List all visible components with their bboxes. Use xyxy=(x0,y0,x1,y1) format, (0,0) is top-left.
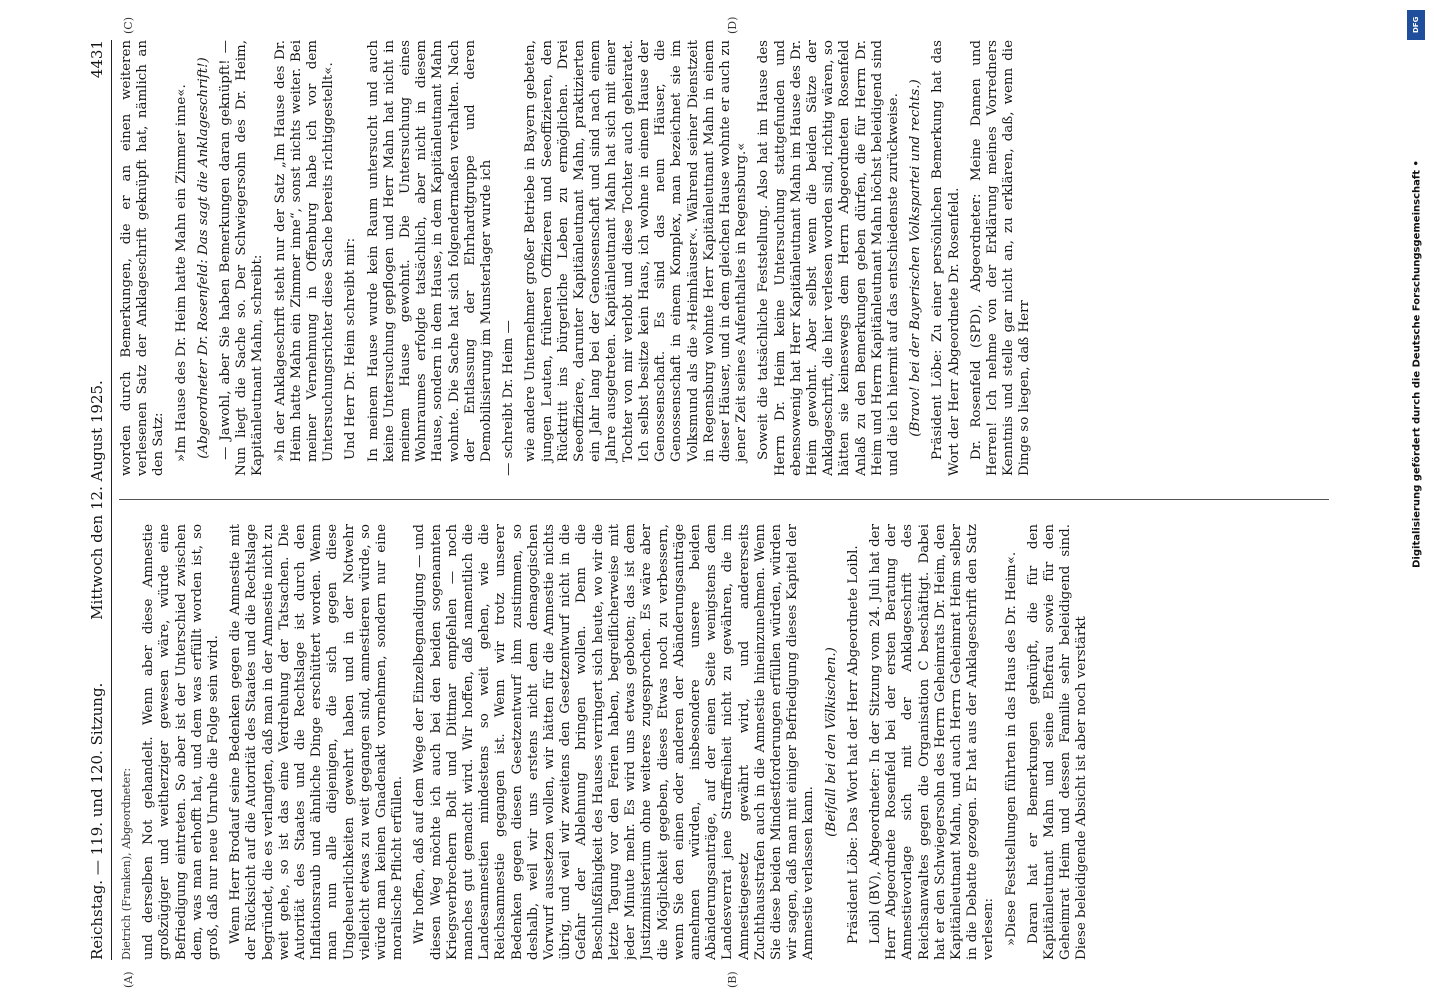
speaker-line: Dietrich (Franken), Abgeordneter: xyxy=(120,767,133,960)
interjection: (Abgeordneter Dr. Rosenfeld: Das sagt die Anklageschrift!) xyxy=(195,57,211,459)
margin-label-a: (A) xyxy=(122,971,135,988)
margin-label-d: (D) xyxy=(726,16,739,34)
margin-label-b: (B) xyxy=(726,971,739,988)
page-number: 4431 xyxy=(88,40,106,79)
paragraph: — schreibt Dr. Heim — xyxy=(501,320,517,476)
left-column xyxy=(119,524,1329,960)
quotation: wie andere Unternehmer großer Betriebe in Bayern gebeten, jungen Leuten, früheren Offizieren und Seeoffizieren, den Rücktritt ins bürgerliche Leben zu ermöglichen. Drei Seeoffiziere, darunter Kapitänleutnant Mahn, praktizierten ein Jahr lang bei der Genossenschaft und sind nach einem Jahre ausgetreten. Kapitänleutnant Mahn hat sich mit einer Tochter von mir verlobt und diese Tochter auch geheiratet. Ich selbst besitze kein Haus, ich wohne in einem Hause der Genossenschaft. Es sind das neun Häuser, die Genossenschaft in einem Komplex, man bezeichnet sie im Volksmund als die »Heimhäuser«. Während seiner Dienstzeit in Regensburg wohnte Herr Kapitänleutnant Mahn in einem dieser Häuser, und in dem gleichen Hause wohnte er auch zu jener Zeit seines Aufenthaltes in Regensburg.« xyxy=(523,40,750,462)
quotation: In meinem Hause wurde kein Raum untersucht und auch keine Untersuchung gepflogen und Herr Mahn hat nicht in meinem Hause gewohnt. Die Untersuchung eines Wohnraumes erfolgte tatsächlich, aber nicht in diesem Hause, sondern in dem Hause, in dem Kapitänleutnant Mahn wohnte. Die Sache hat sich folgendermaßen verhalten. Nach der Entlassung der Ehrhardtgruppe und deren Demobilisierung im Munsterlager wurde ich xyxy=(365,40,495,462)
margin-label-c: (C) xyxy=(122,17,135,34)
applause-note: (Bravo! bei der Bayerischen Volkspartei und rechts.) xyxy=(908,79,924,437)
paragraph: Wir hoffen, daß auf dem Wege der Einzelbegnadigung — und diesen Weg möchte ich auch bei den beiden sogenannten Kriegsverbrechern Bolt und Dittmar empfehlen — noch manches gut gemacht wird. Wir hoffen, daß namentlich die Landesamnestien mindestens so weit gehen, wie die Reichsamnestie gegangen ist. Wenn wir trotz unserer Bedenken gegen diesen Gesetzentwurf ihm zustimmen, so deshalb, weil wir uns erstens nicht dem demagogischen Vorwurf aussetzen wollen, wir hätten für die Amnestie nichts übrig, und weil wir zweitens den Gesetzentwurf nicht in die Gefahr der Ablehnung bringen wollen. Denn die Beschlußfähigkeit des Hauses verringert sich heute, wo wir die letzte Tagung vor den Ferien haben, begreiflicherweise mit jeder Minute mehr. Es wird uns etwas geboten; das ist dem Justizministerium ohne weiteres zugesprochen. Es wäre aber die Möglichkeit gegeben, dieses Etwas noch zu verbessern, wenn Sie den einen oder anderen der Abänderungsanträge annehmen würden, insbesondere unsere beiden Abänderungsanträge, auf der einen Seite wenigstens dem Landesverrat jene Straffreiheit nicht zu gewähren, die im Amnestiegesetz gewährt wird, und andererseits Zuchthausstrafen auch in die Amnestie hineinzunehmen. Wenn Sie diese beiden Mindestforderungen erfüllen würden, würden wir sagen, daß man mit einiger Befriedigung dieses Kapitel der Amnestie verlassen kann. xyxy=(412,524,817,960)
dfg-logo-icon: DFG xyxy=(1407,10,1425,40)
rotated-document-page xyxy=(85,16,1345,988)
digitization-credit xyxy=(1404,4,1430,724)
president-statement: Präsident Löbe: Das Wort hat der Herr Abgeordnete Loibl. xyxy=(845,545,861,944)
president-statement: Präsident Löbe: Zu einer persönlichen Bemerkung hat das Wort der Herr Abgeordnete Dr. Rosenfeld. xyxy=(930,40,962,476)
paragraph: Und Herr Dr. Heim schreibt mir: xyxy=(343,237,359,460)
paragraph: worden durch Bemerkungen, die er an einen weiteren verlesenen Satz der Anklageschrift geknüpft hat, nämlich an den Satz: xyxy=(119,40,167,476)
paragraph: und derselben Not gehandelt. Wenn aber diese Amnestie großzügiger und weitherziger gewesen wäre, würde eine Befriedigung eintreten. So aber ist der Unterschied zwischen dem, was man erhofft hat, und dem was erfüllt worden ist, so groß, daß nur neue Unruhe die Folge sein wird. xyxy=(141,524,222,960)
credit-text: Digitalisierung gefördert durch die Deutsche Forschungsgemeinschaft • xyxy=(1411,160,1423,568)
paragraph: Soweit die tatsächliche Feststellung. Also hat im Hause des Herrn Dr. Heim keine Untersuchung stattgefunden und ebensowenig hat Herr Kapitänleutnant Mahn im Hause des Dr. Heim gewohnt. Aber selbst wenn die beiden Sätze der Anklageschrift, die hier verlesen worden sind, richtig wären, so hätten sie keineswegs dem Herrn Abgeordneten Rosenfeld Anlaß zu den Bemerkungen geben dürfen, die für Herrn Dr. Heim und Herrn Kapitänleutnant Mahn höchst beleidigend sind und die ich hiermit auf das entschiedenste zurückweise. xyxy=(756,40,901,476)
paragraph: Wenn Herr Brodauf seine Bedenken gegen die Amnestie mit der Rücksicht auf die Autorität des Staates und die Rechtslage begründet, die es verlangten, daß man in der Amnestie nicht zu weit gehe, so ist das eine Verdrehung der Tatsachen. Die Autorität des Staates und die Rechtslage ist durch den Inflationsraub und ähnliche Dinge erschüttert worden. Wenn man nun alle diejenigen, die sich gegen diese Ungeheuerlichkeiten gewehrt haben und in der Notwehr vielleicht etwas zu weit gegangen sind, amnestieren würde, so würde man keinen Gnadenakt vornehmen, sondern nur eine moralische Pflicht erfüllen. xyxy=(228,524,406,960)
paragraph: Loibl (BV), Abgeordneter: In der Sitzung vom 24. Juli hat der Herr Abgeordnete Rosenfeld bei der ersten Beratung der Amnestievorlage sich mit der Anklageschrift des Reichsanwaltes gegen die Organisation C beschäftigt. Dabei hat er den Schwiegersohn des Herrn Geheimrats Dr. Heim, den Kapitänleutnant Mahn, und auch Herrn Geheimrat Heim selber in die Debatte gezogen. Er hat aus der Anklageschrift den Satz verlesen: xyxy=(867,524,997,960)
applause-note: (Beifall bei den Völkischen.) xyxy=(823,647,839,837)
page-header xyxy=(85,40,112,960)
quotation: »In der Anklageschrift steht nur der Satz „Im Hause des Dr. Heim hatte Mahn ein Zimmer inne“, sonst nichts weiter. Bei meiner Vernehmung in Offenburg habe ich vor dem Untersuchungsrichter diese Sache bereits richtiggestellt«. xyxy=(272,40,337,462)
paragraph: — Jawohl, aber Sie haben Bemerkungen daran geknüpft! — Nun liegt die Sache so. Der Schwiegersohn des Dr. Heim, Kapitänleutnant Mahn, schreibt: xyxy=(218,40,266,476)
column-divider xyxy=(119,499,1329,500)
header-left: Reichstag. — 119. und 120. Sitzung. xyxy=(88,682,106,960)
quotation: »Im Hause des Dr. Heim hatte Mahn ein Zimmer inne«. xyxy=(173,84,189,462)
right-column xyxy=(119,40,1329,476)
header-date: Mittwoch den 12. August 1925. xyxy=(88,380,106,620)
paragraph: Daran hat er Bemerkungen geknüpft, die für den Kapitänleutnant Mahn und seine Ehefrau sowie für den Geheimrat Heim und dessen Familie sehr beleidigend sind. Diese beleidigende Absicht ist aber noch verstärkt xyxy=(1025,524,1090,960)
quotation: »Diese Feststellungen führten in das Haus des Dr. Heim«. xyxy=(1003,551,1019,946)
paragraph: Dr. Rosenfeld (SPD), Abgeordneter: Meine Damen und Herren! Ich nehme von der Erklärung meines Vorredners Kenntnis und stelle gar nicht an, zu erklären, daß, wenn die Dinge so liegen, daß Herr xyxy=(968,40,1033,476)
